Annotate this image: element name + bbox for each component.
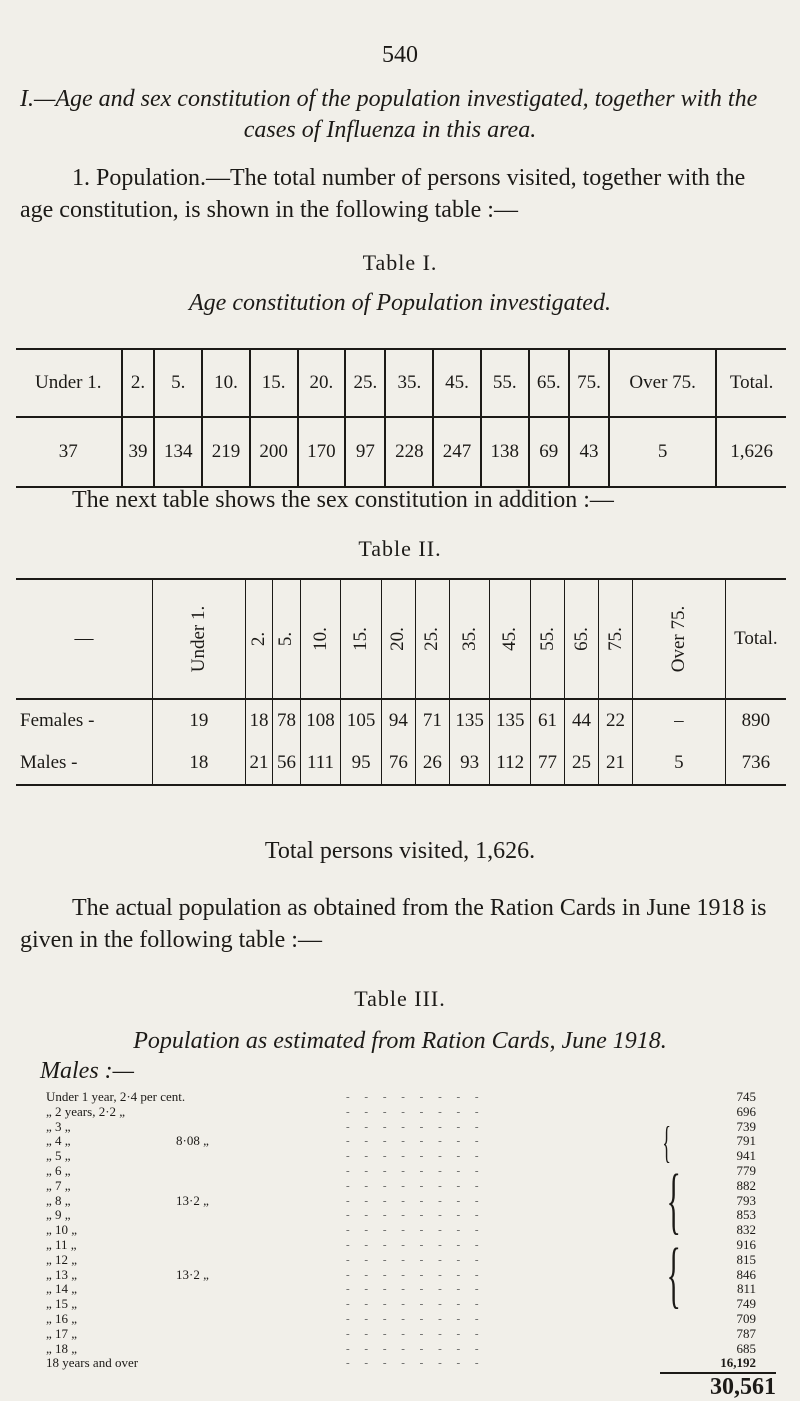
table2-cell: 78 — [273, 699, 300, 742]
table3-row-label: „ 6 „ — [46, 1163, 71, 1178]
table1-header: 5. — [154, 349, 202, 417]
table1-header: 75. — [569, 349, 609, 417]
table1-cell: 134 — [154, 417, 202, 487]
table1-header: 55. — [481, 349, 529, 417]
table2-sex-constitution — [16, 578, 786, 786]
group-percent: 13·2 „ — [176, 1266, 209, 1282]
table2-cell: 890 — [741, 710, 771, 731]
leader-dots: - - - - - - - - — [346, 1120, 485, 1133]
table1-cell: 219 — [202, 417, 250, 487]
section-heading — [20, 84, 760, 146]
table2-cell: 105 — [341, 699, 382, 742]
table2-header: Over 75. — [667, 605, 689, 673]
table1-cell: 200 — [250, 417, 298, 487]
table2-cell: 18 — [153, 742, 246, 785]
table2-row-females — [16, 699, 786, 742]
leader-dots: - - - - - - - - — [346, 1165, 485, 1177]
table2-header: Total. — [725, 579, 786, 699]
table2-cell: 77 — [530, 742, 564, 785]
table3-row-value: 739 — [736, 1118, 756, 1134]
table2-header: 15. — [350, 627, 372, 651]
table1-cell: 5 — [609, 417, 716, 487]
table2-cell: 736 — [741, 752, 771, 773]
table3-row-value: 791 — [736, 1133, 756, 1149]
page-number: 540 — [382, 42, 418, 68]
table3-row-label: „ 2 years, 2·2 „ — [46, 1103, 126, 1119]
group-percent: 8·08 „ — [176, 1133, 209, 1149]
table2-row-label: Females - — [16, 699, 153, 742]
table1-cell: 43 — [569, 417, 609, 487]
table2-row-males — [16, 742, 786, 785]
leader-dots: - - - - - - - - — [346, 1268, 485, 1281]
leader-dots: - - - - - - - - — [346, 1224, 485, 1237]
table2-cell: 135 — [449, 699, 490, 742]
table1-header: 10. — [202, 349, 250, 417]
table1-label: Table I. — [362, 250, 438, 275]
table1-cell: 97 — [345, 417, 385, 487]
table2-row-label: Males - — [16, 742, 153, 785]
table3-row-label: „ 4 „ — [46, 1133, 71, 1149]
table3-row-value: 779 — [736, 1163, 756, 1178]
table3-row-value: 853 — [736, 1207, 756, 1223]
leader-dots: - - - - - - - - — [346, 1135, 485, 1148]
paragraph-population: 1. Population.—The total number of persons visited, together with the age constitution, is shown in the following table :— — [20, 165, 746, 223]
table2-header: 10. — [309, 627, 331, 651]
table2-cell: 112 — [490, 742, 531, 785]
table2-header: 20. — [387, 627, 409, 651]
table2-header: 45. — [499, 627, 521, 651]
table1-cell: 1,626 — [730, 441, 773, 462]
table3-row-label: „ 9 „ — [46, 1207, 71, 1223]
table3-row-label: „ 10 „ — [46, 1222, 78, 1238]
table3-row-label: „ 17 „ — [46, 1325, 78, 1341]
table2-cell: – — [633, 699, 726, 742]
leader-dots: - - - - - - - - — [346, 1239, 485, 1251]
table3-row-label: „ 12 „ — [46, 1251, 78, 1267]
table2-cell: 21 — [599, 742, 633, 785]
table2-cell: 26 — [415, 742, 449, 785]
table3-row-value: 696 — [736, 1103, 756, 1119]
table2-header: 75. — [604, 627, 626, 651]
table3-row-label: „ 18 „ — [46, 1340, 78, 1356]
leader-dots: - - - - - - - - — [346, 1357, 485, 1370]
table3-total: 30,561 — [710, 1374, 776, 1400]
table2-cell: 95 — [341, 742, 382, 785]
group-percent: 13·2 „ — [176, 1192, 209, 1208]
table1-header: 15. — [250, 349, 298, 417]
table2-cell: 44 — [564, 699, 598, 742]
group-brace: { — [666, 1160, 681, 1242]
table3-row-value: 832 — [736, 1222, 756, 1238]
table2-header: 2. — [248, 631, 270, 647]
table3-row-label: „ 8 „ — [46, 1192, 71, 1208]
table2-header: 5. — [275, 631, 297, 647]
table2-cell: 25 — [564, 742, 598, 785]
section-heading-line1: I.—Age and sex constitution of the population investigated, together with the — [20, 86, 758, 112]
leader-dots: - - - - - - - - — [346, 1298, 485, 1311]
table1-header: Under 1. — [16, 349, 122, 417]
table3-label: Table III. — [354, 986, 446, 1011]
table1-header: 45. — [433, 349, 481, 417]
table3-title: Population as estimated from Ration Cards, June 1918. — [133, 1028, 667, 1054]
table1-title: Age constitution of Population investigated. — [189, 290, 611, 316]
table2-cell: 108 — [300, 699, 341, 742]
table3-row-label: „ 14 „ — [46, 1281, 78, 1297]
table2-cell: 56 — [273, 742, 300, 785]
leader-dots: - - - - - - - - — [346, 1091, 485, 1103]
table3-males-label: Males :— — [40, 1058, 134, 1084]
leader-dots: - - - - - - - - — [346, 1253, 485, 1266]
section-heading-line2: cases of Influenza in this area. — [243, 117, 537, 143]
table1-header: Over 75. — [609, 349, 716, 417]
table1-cell: 69 — [529, 417, 569, 487]
table2-cell: 135 — [490, 699, 531, 742]
table2-cell: 76 — [381, 742, 415, 785]
table2-cell: 93 — [449, 742, 490, 785]
group-brace: { — [662, 1116, 671, 1167]
table1-cell: 37 — [16, 417, 122, 487]
table2-cell: 71 — [415, 699, 449, 742]
table1-cell: 247 — [433, 417, 481, 487]
leader-dots: - - - - - - - - — [346, 1194, 485, 1207]
table1-age-constitution — [16, 348, 786, 488]
leader-dots: - - - - - - - - — [346, 1105, 485, 1118]
leader-dots: - - - - - - - - — [346, 1209, 485, 1222]
table1-value-row — [16, 417, 786, 487]
table3-row-value: 815 — [736, 1251, 756, 1267]
table1-header: 65. — [529, 349, 569, 417]
table2-cell: 5 — [633, 742, 726, 785]
paragraph-sex-constitution: The next table shows the sex constitution in addition :— — [72, 487, 614, 513]
table1-header: 20. — [298, 349, 346, 417]
table3-list — [46, 1090, 766, 1375]
table3-row-value: 709 — [736, 1311, 756, 1326]
table2-cell: 111 — [300, 742, 341, 785]
table1-cell: 170 — [298, 417, 346, 487]
group-brace: { — [666, 1234, 681, 1316]
table1-header: 35. — [385, 349, 433, 417]
table1-cell: 39 — [122, 417, 155, 487]
table1-cell: 228 — [385, 417, 433, 487]
table1-header-row — [16, 349, 786, 417]
leader-dots: - - - - - - - - — [346, 1179, 485, 1192]
paragraph-ration-cards: The actual population as obtained from the Ration Cards in June 1918 is given in the following table :— — [20, 895, 767, 953]
leader-dots: - - - - - - - - — [346, 1283, 485, 1296]
table3-row-value: 749 — [736, 1296, 756, 1312]
table3-row-value: 882 — [736, 1177, 756, 1193]
table2-header-row — [16, 579, 786, 699]
table3-row-label: „ 3 „ — [46, 1118, 71, 1134]
table3-row-label: „ 5 „ — [46, 1148, 71, 1164]
table3-row-value: 916 — [736, 1237, 756, 1252]
table3-row-value: 685 — [736, 1340, 756, 1356]
table2-label: Table II. — [358, 536, 442, 561]
table2-header: 55. — [536, 627, 558, 651]
leader-dots: - - - - - - - - — [346, 1327, 485, 1340]
table2-cell: 94 — [381, 699, 415, 742]
table2-cell: 21 — [245, 742, 272, 785]
table3-row-label: „ 16 „ — [46, 1311, 78, 1326]
table2-cell: 18 — [245, 699, 272, 742]
table3-row-label: „ 13 „ — [46, 1266, 78, 1282]
table3-row-value: 745 — [736, 1089, 756, 1104]
table1-cell: 138 — [481, 417, 529, 487]
table3-row-value: 811 — [736, 1281, 756, 1297]
table3-row-value: 941 — [736, 1148, 756, 1164]
table3-row-value: 16,192 — [720, 1355, 756, 1371]
table3-row-value: 793 — [736, 1192, 756, 1208]
table3-row-label: 18 years and over — [46, 1355, 139, 1371]
table2-cell: 61 — [530, 699, 564, 742]
table2-corner: — — [16, 579, 153, 699]
table3-row-label: „ 15 „ — [46, 1296, 78, 1312]
table2-cell: 22 — [599, 699, 633, 742]
table1-header: Total. — [716, 349, 786, 417]
table2-header: 25. — [421, 627, 443, 651]
table1-header: 2. — [122, 349, 155, 417]
leader-dots: - - - - - - - - — [346, 1342, 485, 1355]
table3-row-value: 846 — [736, 1266, 756, 1282]
leader-dots: - - - - - - - - — [346, 1150, 485, 1163]
table2-header: 65. — [570, 627, 592, 651]
table2-cell: 19 — [153, 699, 246, 742]
table3-row-value: 787 — [736, 1325, 756, 1341]
table3-row-label: Under 1 year, 2·4 per cent. — [46, 1089, 186, 1104]
table2-header: Under 1. — [187, 605, 209, 673]
table3-row-label: „ 11 „ — [46, 1237, 77, 1252]
leader-dots: - - - - - - - - — [346, 1313, 485, 1325]
table2-header: 35. — [458, 627, 480, 651]
table3-row-label: „ 7 „ — [46, 1177, 71, 1193]
table2-total-note: Total persons visited, 1,626. — [264, 838, 536, 864]
table1-header: 25. — [345, 349, 385, 417]
